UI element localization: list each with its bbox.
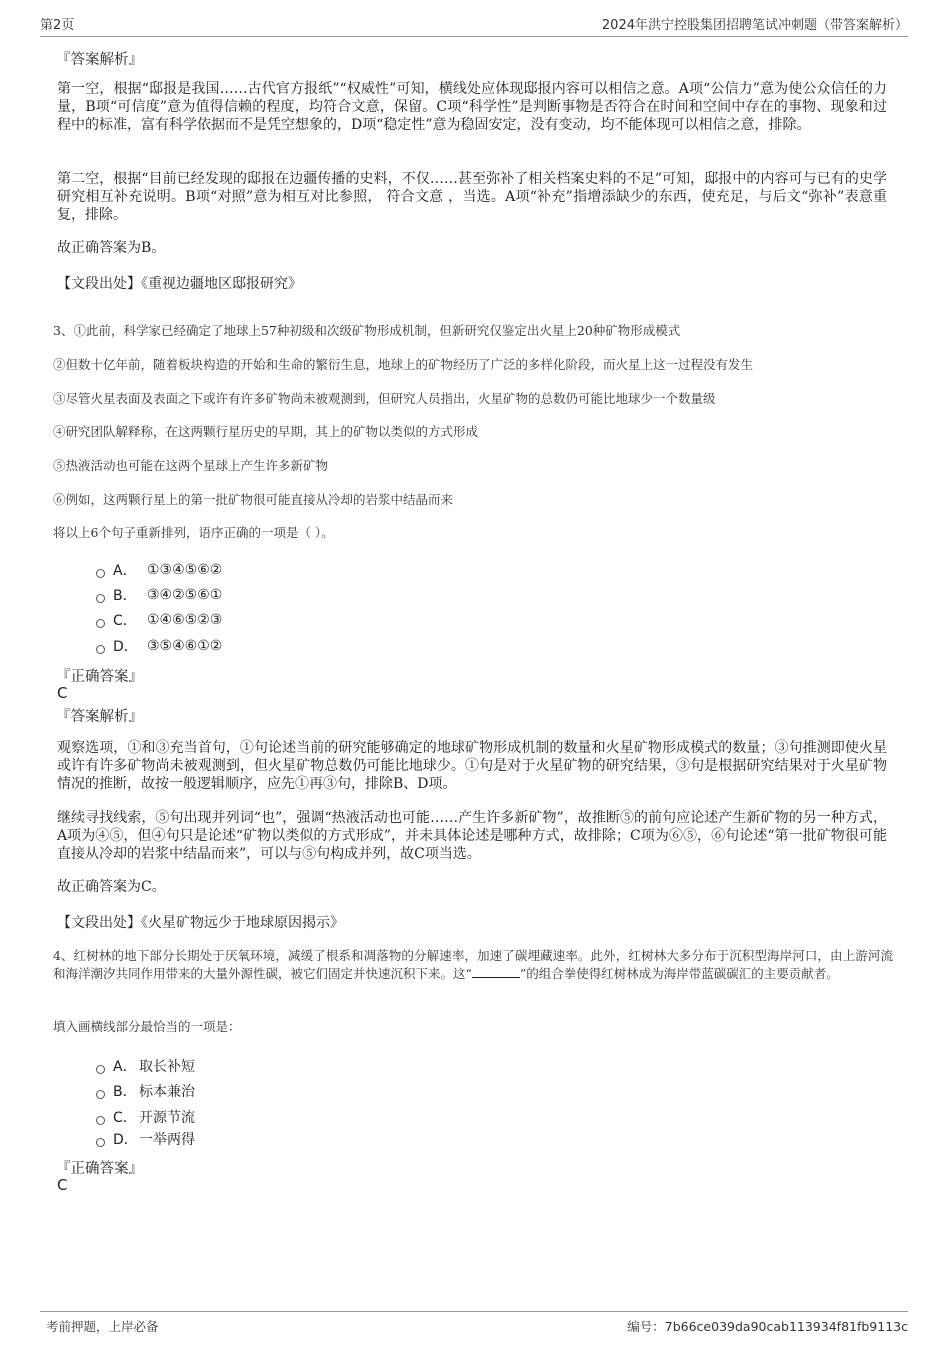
page-header (40, 14, 908, 37)
radio-button[interactable] (96, 1138, 105, 1147)
answer-label: 『正确答案』 (56, 1161, 143, 1177)
document-title: 2024年洪宁控股集团招聘笔试冲刺题（带答案解析） (601, 18, 908, 33)
radio-button[interactable] (96, 645, 105, 654)
fill-blank (472, 965, 520, 978)
footer-slogan: 考前押题，上岸必备 (46, 1319, 159, 1334)
option-d[interactable]: D． ③⑤④⑥①② (96, 636, 222, 656)
question-sentence: 3、①此前，科学家已经确定了地球上57种初级和次级矿物形成机制，但新研究仅鉴定出火星上20种矿物形成模式 (53, 323, 681, 338)
question-sentence: ④研究团队解释称，在这两颗行星历史的早期，其上的矿物以类似的方式形成 (53, 424, 479, 439)
document-id: 编号：7b66ce039da90cab113934f81fb9113c (627, 1319, 908, 1334)
analysis-paragraph: 第二空，根据“目前已经发现的邸报在边疆传播的史料，不仅……甚至弥补了相关档案史料的不足”可知，邸报中的内容可与已有的史学研究相互补充说明。B项“对照”意为相互对比参照， 符合文意 ，当选。A项“补充”指增添缺少的东西，使充足，与后文“弥补”表意重复，排除。 (57, 171, 887, 223)
passage-source: 【文段出处】《重视边疆地区邸报研究》 (57, 276, 302, 292)
correct-answer: C (57, 1176, 68, 1194)
passage-source: 【文段出处】《火星矿物远少于地球原因揭示》 (57, 915, 344, 931)
analysis-label: 『答案解析』 (56, 52, 143, 68)
question-prompt: 将以上6个句子重新排列，语序正确的一项是（ ）。 (53, 525, 334, 540)
option-c[interactable]: C． ①④⑥⑤②③ (96, 610, 222, 630)
option-c[interactable]: C． 开源节流 (96, 1107, 195, 1127)
radio-button[interactable] (96, 569, 105, 578)
option-a[interactable]: A． ①③④⑤⑥② (96, 560, 222, 580)
analysis-paragraph: 观察选项，①和③充当首句，①句论述当前的研究能够确定的地球矿物形成机制的数量和火星矿物形成模式的数量；③句推测即使火星或许有许多矿物尚未被观测到，但火星矿物总数仍可能比地球少。①句是对于火星矿物的研究结果，③句是根据研究结果对于火星矿物情况的推断，故按一般逻辑顺序，应先①再③句，排除B、D项。 (57, 740, 887, 792)
question-prompt: 填入画横线部分最恰当的一项是： (53, 1019, 241, 1034)
option-b[interactable]: B． ③④②⑤⑥① (96, 585, 222, 605)
radio-button[interactable] (96, 1116, 105, 1125)
analysis-paragraph: 第一空，根据“邸报是我国……古代官方报纸”“权威性”可知，横线处应体现邸报内容可以相信之意。A项“公信力”意为使公众信任的力量，B项“可信度”意为值得信赖的程度，均符合文意，保留。C项“科学性”是判断事物是否符合在时间和空间中存在的事物、现象和过程中的标准，富有科学依据而不是凭空想象的，D项“稳定性”意为稳固安定，没有变动，均不能体现可以相信之意，排除。 (57, 81, 887, 133)
answer-label: 『正确答案』 (56, 669, 143, 685)
page-number: 第2页 (40, 18, 75, 33)
analysis-paragraph: 继续寻找线索，⑤句出现并列词“也”，强调“热液活动也可能……产生许多新矿物”，故推断⑤的前句应论述产生新矿物的另一种方式，A项为④⑤，但④句只是论述“矿物以类似的方式形成”，并未具体论述是哪种方式，故排除；C项为⑥⑤，⑥句论述“第一批矿物很可能直接从冷却的岩浆中结晶而来”，可以与⑤句构成并列，故C项当选。 (57, 810, 887, 862)
question-sentence: ⑥例如，这两颗行星上的第一批矿物很可能直接从冷却的岩浆中结晶而来 (53, 492, 454, 507)
option-a[interactable]: A． 取长补短 (96, 1056, 195, 1076)
radio-button[interactable] (96, 594, 105, 603)
analysis-label: 『答案解析』 (56, 709, 143, 725)
correct-answer: C (57, 684, 68, 702)
question-sentence: ⑤热液活动也可能在这两个星球上产生许多新矿物 (53, 458, 329, 473)
radio-button[interactable] (96, 619, 105, 628)
analysis-conclusion: 故正确答案为B。 (57, 240, 166, 256)
radio-button[interactable] (96, 1090, 105, 1099)
analysis-conclusion: 故正确答案为C。 (57, 879, 166, 895)
question-stem: 4、红树林的地下部分长期处于厌氧环境，减缓了根系和凋落物的分解速率，加速了碳埋藏速率。此外，红树林大多分布于沉积型海岸河口，由上游河流和海洋潮汐共同作用带来的大量外源性碳，被它们固定并快速沉积下来。这“ ”的组合拳使得红树林成为海岸带蓝碳碳汇的主要贡献者。 (53, 948, 893, 981)
page-footer (40, 1311, 908, 1336)
question-sentence: ③尽管火星表面及表面之下或许有许多矿物尚未被观测到，但研究人员指出，火星矿物的总数仍可能比地球少一个数量级 (53, 391, 716, 406)
radio-button[interactable] (96, 1065, 105, 1074)
option-b[interactable]: B． 标本兼治 (96, 1081, 195, 1101)
question-sentence: ②但数十亿年前，随着板块构造的开始和生命的繁衍生息，地球上的矿物经历了广泛的多样化阶段，而火星上这一过程没有发生 (53, 357, 754, 372)
option-d[interactable]: D． 一举两得 (96, 1129, 195, 1149)
